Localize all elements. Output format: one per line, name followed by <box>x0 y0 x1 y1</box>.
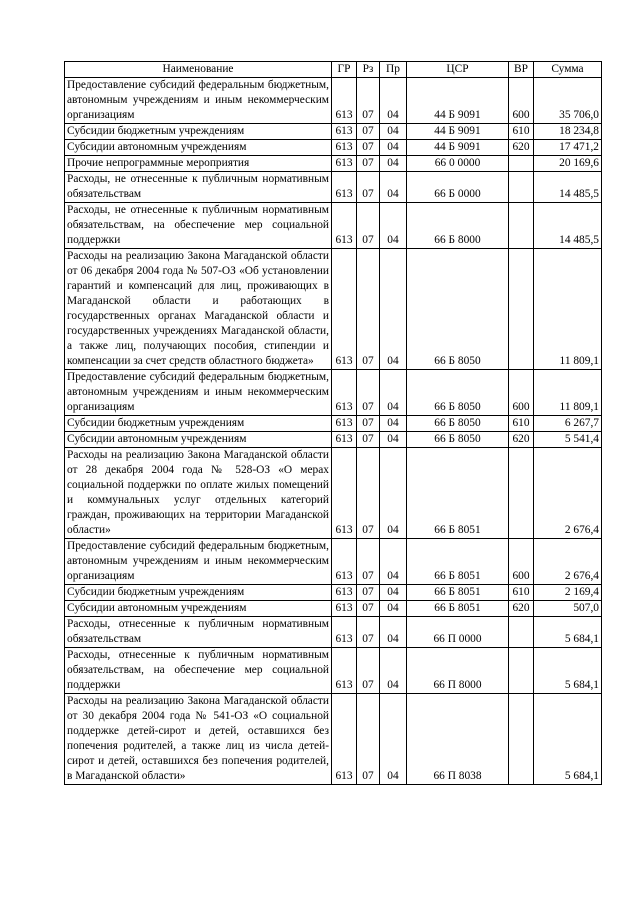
cell-sum: 507,0 <box>534 601 602 617</box>
table-row <box>65 617 602 648</box>
cell-vr <box>509 249 534 370</box>
cell-vr <box>509 617 534 648</box>
cell-sum: 20 169,6 <box>534 156 602 172</box>
cell-csr: 44 Б 9091 <box>407 78 509 124</box>
cell-gr: 613 <box>332 585 357 601</box>
cell-csr: 66 Б 8051 <box>407 601 509 617</box>
cell-rz: 07 <box>357 249 380 370</box>
cell-sum: 6 267,7 <box>534 416 602 432</box>
cell-gr: 613 <box>332 648 357 694</box>
header-gr: ГР <box>332 62 357 78</box>
table-row <box>65 172 602 203</box>
cell-csr: 44 Б 9091 <box>407 124 509 140</box>
header-vr: ВР <box>509 62 534 78</box>
cell-sum: 14 485,5 <box>534 203 602 249</box>
cell-rz: 07 <box>357 203 380 249</box>
cell-sum: 2 676,4 <box>534 539 602 585</box>
cell-gr: 613 <box>332 432 357 448</box>
cell-sum: 2 676,4 <box>534 448 602 539</box>
header-name: Наименование <box>65 62 332 78</box>
cell-name: Субсидии бюджетным учреждениям <box>65 585 332 601</box>
table-row <box>65 203 602 249</box>
cell-gr: 613 <box>332 124 357 140</box>
cell-name: Расходы, не отнесенные к публичным нормативным обязательствам <box>65 172 332 203</box>
cell-pr: 04 <box>380 172 407 203</box>
cell-gr: 613 <box>332 539 357 585</box>
cell-vr: 600 <box>509 370 534 416</box>
cell-csr: 66 Б 0000 <box>407 172 509 203</box>
cell-gr: 613 <box>332 140 357 156</box>
cell-vr <box>509 156 534 172</box>
cell-rz: 07 <box>357 617 380 648</box>
cell-vr <box>509 172 534 203</box>
cell-csr: 66 0 0000 <box>407 156 509 172</box>
cell-pr: 04 <box>380 156 407 172</box>
cell-csr: 66 П 0000 <box>407 617 509 648</box>
cell-csr: 66 П 8038 <box>407 694 509 785</box>
cell-csr: 66 Б 8051 <box>407 448 509 539</box>
cell-pr: 04 <box>380 432 407 448</box>
cell-name: Субсидии автономным учреждениям <box>65 140 332 156</box>
cell-csr: 66 Б 8051 <box>407 539 509 585</box>
cell-gr: 613 <box>332 203 357 249</box>
cell-csr: 66 Б 8050 <box>407 416 509 432</box>
header-sum: Сумма <box>534 62 602 78</box>
table-header <box>65 62 602 78</box>
cell-rz: 07 <box>357 416 380 432</box>
cell-name: Предоставление субсидий федеральным бюджетным, автономным учреждениям и иным некоммерческим организациям <box>65 370 332 416</box>
cell-name: Расходы, отнесенные к публичным нормативным обязательствам <box>65 617 332 648</box>
cell-sum: 11 809,1 <box>534 370 602 416</box>
table-row <box>65 78 602 124</box>
cell-rz: 07 <box>357 432 380 448</box>
cell-vr: 620 <box>509 601 534 617</box>
cell-pr: 04 <box>380 694 407 785</box>
cell-name: Субсидии бюджетным учреждениям <box>65 124 332 140</box>
cell-pr: 04 <box>380 617 407 648</box>
cell-gr: 613 <box>332 370 357 416</box>
cell-vr <box>509 448 534 539</box>
cell-pr: 04 <box>380 601 407 617</box>
table-row <box>65 585 602 601</box>
cell-vr <box>509 694 534 785</box>
cell-csr: 44 Б 9091 <box>407 140 509 156</box>
cell-gr: 613 <box>332 156 357 172</box>
cell-csr: 66 Б 8050 <box>407 432 509 448</box>
header-pr: Пр <box>380 62 407 78</box>
table-row <box>65 694 602 785</box>
cell-vr: 610 <box>509 585 534 601</box>
table-row <box>65 432 602 448</box>
header-csr: ЦСР <box>407 62 509 78</box>
cell-vr: 610 <box>509 124 534 140</box>
cell-pr: 04 <box>380 249 407 370</box>
cell-sum: 35 706,0 <box>534 78 602 124</box>
cell-sum: 5 684,1 <box>534 694 602 785</box>
cell-sum: 5 684,1 <box>534 617 602 648</box>
cell-rz: 07 <box>357 448 380 539</box>
table-row <box>65 140 602 156</box>
cell-name: Предоставление субсидий федеральным бюджетным, автономным учреждениям и иным некоммерческим организациям <box>65 539 332 585</box>
cell-pr: 04 <box>380 585 407 601</box>
cell-name: Субсидии автономным учреждениям <box>65 432 332 448</box>
cell-vr: 610 <box>509 416 534 432</box>
cell-gr: 613 <box>332 617 357 648</box>
cell-rz: 07 <box>357 539 380 585</box>
table-row <box>65 648 602 694</box>
cell-rz: 07 <box>357 648 380 694</box>
cell-sum: 5 684,1 <box>534 648 602 694</box>
table-row <box>65 124 602 140</box>
table-row <box>65 370 602 416</box>
cell-rz: 07 <box>357 172 380 203</box>
cell-sum: 14 485,5 <box>534 172 602 203</box>
cell-rz: 07 <box>357 140 380 156</box>
cell-pr: 04 <box>380 648 407 694</box>
cell-pr: 04 <box>380 448 407 539</box>
table-row <box>65 249 602 370</box>
cell-rz: 07 <box>357 78 380 124</box>
cell-vr: 620 <box>509 432 534 448</box>
cell-rz: 07 <box>357 601 380 617</box>
cell-name: Предоставление субсидий федеральным бюджетным, автономным учреждениям и иным некоммерческим организациям <box>65 78 332 124</box>
cell-vr <box>509 203 534 249</box>
cell-name: Субсидии автономным учреждениям <box>65 601 332 617</box>
cell-gr: 613 <box>332 448 357 539</box>
cell-rz: 07 <box>357 156 380 172</box>
cell-csr: 66 П 8000 <box>407 648 509 694</box>
cell-pr: 04 <box>380 78 407 124</box>
cell-name: Прочие непрограммные мероприятия <box>65 156 332 172</box>
cell-name: Расходы на реализацию Закона Магаданской области от 06 декабря 2004 года № 507-ОЗ «Об установлении гарантий и компенсаций для лиц, проживающих в Магаданской области и работающих в государственных органах Магаданской области и государственных учреждениях Магаданской области, а также лиц, получающих пособия, стипендии и компенсации за счет средств областного бюджета» <box>65 249 332 370</box>
cell-pr: 04 <box>380 539 407 585</box>
table-row <box>65 156 602 172</box>
cell-vr: 600 <box>509 78 534 124</box>
cell-sum: 2 169,4 <box>534 585 602 601</box>
table-row <box>65 539 602 585</box>
cell-name: Расходы, отнесенные к публичным нормативным обязательствам, на обеспечение мер социальной поддержки <box>65 648 332 694</box>
cell-gr: 613 <box>332 416 357 432</box>
cell-vr: 620 <box>509 140 534 156</box>
cell-sum: 11 809,1 <box>534 249 602 370</box>
cell-vr <box>509 648 534 694</box>
cell-sum: 18 234,8 <box>534 124 602 140</box>
table-body <box>65 78 602 785</box>
cell-pr: 04 <box>380 203 407 249</box>
cell-vr: 600 <box>509 539 534 585</box>
cell-gr: 613 <box>332 78 357 124</box>
cell-gr: 613 <box>332 249 357 370</box>
cell-gr: 613 <box>332 172 357 203</box>
cell-rz: 07 <box>357 585 380 601</box>
table-row <box>65 416 602 432</box>
cell-csr: 66 Б 8050 <box>407 249 509 370</box>
cell-csr: 66 Б 8000 <box>407 203 509 249</box>
cell-name: Расходы на реализацию Закона Магаданской области от 30 декабря 2004 года № 541-ОЗ «О социальной поддержке детей-сирот и детей, оставшихся без попечения родителей, а также лиц из числа детей-сирот и детей, оставшихся без попечения родителей, в Магаданской области» <box>65 694 332 785</box>
header-row <box>65 62 602 78</box>
cell-gr: 613 <box>332 694 357 785</box>
cell-csr: 66 Б 8050 <box>407 370 509 416</box>
cell-name: Расходы, не отнесенные к публичным нормативным обязательствам, на обеспечение мер социальной поддержки <box>65 203 332 249</box>
cell-name: Расходы на реализацию Закона Магаданской области от 28 декабря 2004 года № 528-ОЗ «О мерах социальной поддержки по оплате жилых помещений и коммунальных услуг отдельных категорий граждан, проживающих на территории Магаданской области» <box>65 448 332 539</box>
table-row <box>65 601 602 617</box>
table-row <box>65 448 602 539</box>
cell-pr: 04 <box>380 370 407 416</box>
cell-pr: 04 <box>380 416 407 432</box>
cell-rz: 07 <box>357 694 380 785</box>
cell-rz: 07 <box>357 124 380 140</box>
cell-gr: 613 <box>332 601 357 617</box>
cell-pr: 04 <box>380 124 407 140</box>
cell-sum: 5 541,4 <box>534 432 602 448</box>
cell-pr: 04 <box>380 140 407 156</box>
header-rz: Рз <box>357 62 380 78</box>
cell-rz: 07 <box>357 370 380 416</box>
cell-sum: 17 471,2 <box>534 140 602 156</box>
cell-csr: 66 Б 8051 <box>407 585 509 601</box>
budget-table <box>64 61 602 785</box>
cell-name: Субсидии бюджетным учреждениям <box>65 416 332 432</box>
